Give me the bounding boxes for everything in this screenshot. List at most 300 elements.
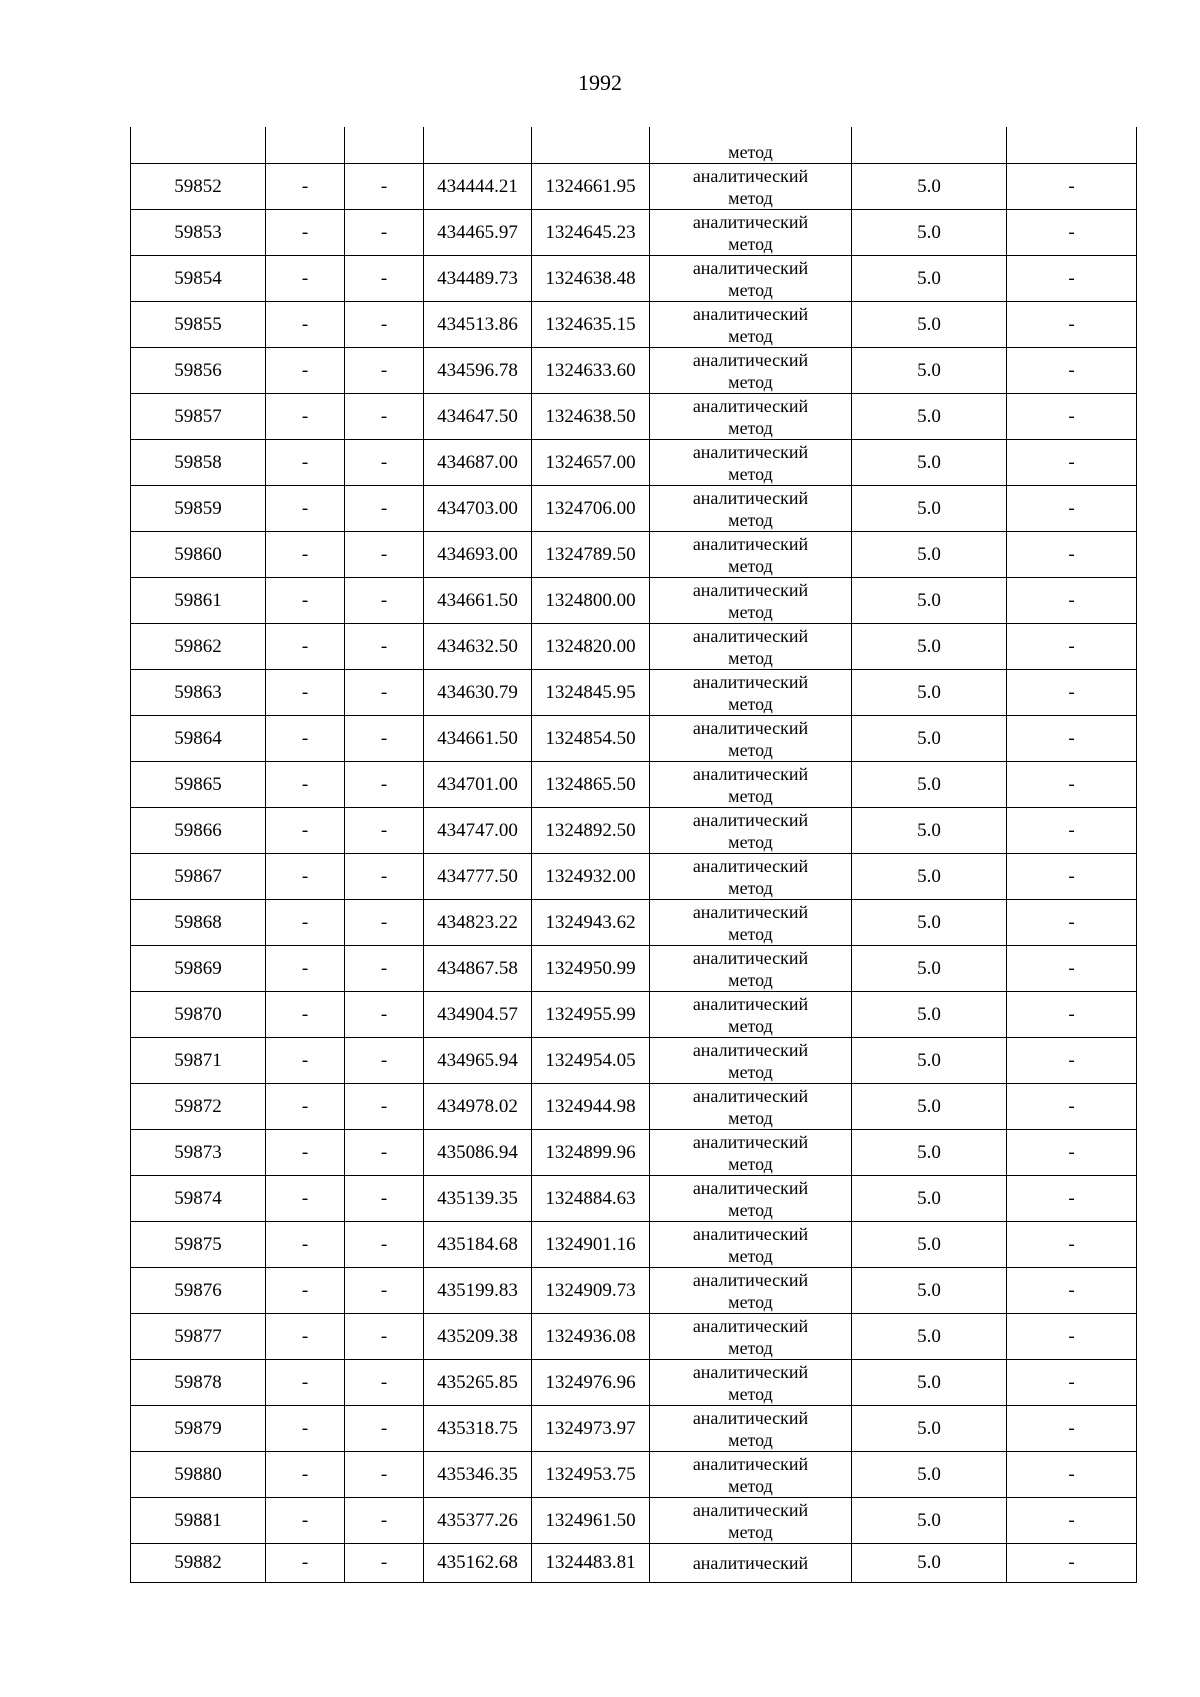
y-coordinate-cell: 1324953.75 bbox=[532, 1452, 650, 1498]
x-coordinate-cell: 434661.50 bbox=[424, 578, 532, 624]
accuracy-cell: 5.0 bbox=[852, 1176, 1007, 1222]
table-row bbox=[131, 1176, 1137, 1222]
table-row bbox=[131, 1268, 1137, 1314]
dash-cell: - bbox=[1007, 1544, 1137, 1583]
point-number-cell: 59882 bbox=[131, 1544, 266, 1583]
dash-cell: - bbox=[266, 1038, 345, 1084]
method-line: метод bbox=[728, 1429, 773, 1450]
table-row bbox=[131, 532, 1137, 578]
dash-cell: - bbox=[266, 164, 345, 210]
method-cell bbox=[650, 1268, 852, 1314]
dash-cell: - bbox=[1007, 854, 1137, 900]
method-line: аналитический bbox=[692, 717, 809, 738]
accuracy-cell: 5.0 bbox=[852, 348, 1007, 394]
point-number-cell: 59858 bbox=[131, 440, 266, 486]
dash-cell: - bbox=[1007, 440, 1137, 486]
x-coordinate-cell: 435184.68 bbox=[424, 1222, 532, 1268]
method-line: метод bbox=[728, 463, 773, 484]
x-coordinate-cell: 435199.83 bbox=[424, 1268, 532, 1314]
method-line: аналитический bbox=[692, 211, 809, 232]
method-line: метод bbox=[728, 1245, 773, 1266]
accuracy-cell: 5.0 bbox=[852, 992, 1007, 1038]
accuracy-cell: 5.0 bbox=[852, 1222, 1007, 1268]
dash-cell: - bbox=[266, 1176, 345, 1222]
y-coordinate-cell: 1324899.96 bbox=[532, 1130, 650, 1176]
method-cell bbox=[650, 854, 852, 900]
accuracy-cell: 5.0 bbox=[852, 1084, 1007, 1130]
point-number-cell: 59868 bbox=[131, 900, 266, 946]
method-cell bbox=[650, 440, 852, 486]
x-coordinate-cell: 435139.35 bbox=[424, 1176, 532, 1222]
table-row bbox=[131, 1360, 1137, 1406]
method-cell bbox=[650, 716, 852, 762]
x-coordinate-cell: 434444.21 bbox=[424, 164, 532, 210]
method-line: метод bbox=[728, 1475, 773, 1496]
method-line: метод bbox=[728, 739, 773, 760]
accuracy-cell: 5.0 bbox=[852, 578, 1007, 624]
table-row bbox=[131, 486, 1137, 532]
accuracy-cell: 5.0 bbox=[852, 210, 1007, 256]
accuracy-cell: 5.0 bbox=[852, 1314, 1007, 1360]
dash-cell: - bbox=[266, 1130, 345, 1176]
method-cell bbox=[650, 256, 852, 302]
table-row bbox=[131, 946, 1137, 992]
dash-cell: - bbox=[1007, 900, 1137, 946]
accuracy-cell: 5.0 bbox=[852, 164, 1007, 210]
x-coordinate-cell: 434701.00 bbox=[424, 762, 532, 808]
dash-cell: - bbox=[345, 854, 424, 900]
method-line: метод bbox=[728, 923, 773, 944]
table-row bbox=[131, 256, 1137, 302]
dash-cell: - bbox=[1007, 164, 1137, 210]
dash-cell: - bbox=[266, 1268, 345, 1314]
y-coordinate-cell: 1324932.00 bbox=[532, 854, 650, 900]
dash-cell: - bbox=[345, 256, 424, 302]
point-number-cell: 59865 bbox=[131, 762, 266, 808]
method-cell bbox=[650, 1498, 852, 1544]
dash-cell: - bbox=[266, 1314, 345, 1360]
method-line: метод bbox=[728, 647, 773, 668]
point-number-cell: 59874 bbox=[131, 1176, 266, 1222]
x-coordinate-cell: 434513.86 bbox=[424, 302, 532, 348]
point-number-cell: 59881 bbox=[131, 1498, 266, 1544]
dash-cell: - bbox=[345, 440, 424, 486]
method-line: аналитический bbox=[692, 1177, 809, 1198]
method-line: аналитический bbox=[692, 579, 809, 600]
point-number-cell: 59875 bbox=[131, 1222, 266, 1268]
continuation-row bbox=[131, 127, 1137, 164]
table-row bbox=[131, 992, 1137, 1038]
table-row bbox=[131, 164, 1137, 210]
point-number-cell: 59876 bbox=[131, 1268, 266, 1314]
dash-cell: - bbox=[266, 1084, 345, 1130]
method-line: метод bbox=[728, 1337, 773, 1358]
method-line: аналитический bbox=[692, 993, 809, 1014]
dash-cell: - bbox=[1007, 210, 1137, 256]
method-cell bbox=[650, 1406, 852, 1452]
dash-cell: - bbox=[266, 1406, 345, 1452]
dash-cell: - bbox=[345, 1176, 424, 1222]
dash-cell: - bbox=[345, 394, 424, 440]
table-row bbox=[131, 624, 1137, 670]
accuracy-cell: 5.0 bbox=[852, 486, 1007, 532]
method-line: метод bbox=[728, 1061, 773, 1082]
x-coordinate-cell: 435346.35 bbox=[424, 1452, 532, 1498]
y-coordinate-cell: 1324800.00 bbox=[532, 578, 650, 624]
accuracy-cell: 5.0 bbox=[852, 716, 1007, 762]
x-coordinate-cell: 435162.68 bbox=[424, 1544, 532, 1583]
method-cell bbox=[650, 946, 852, 992]
method-line: аналитический bbox=[692, 1315, 809, 1336]
point-number-cell: 59854 bbox=[131, 256, 266, 302]
method-cell bbox=[650, 1360, 852, 1406]
method-line: аналитический bbox=[692, 763, 809, 784]
table-row bbox=[131, 394, 1137, 440]
method-cell: метод bbox=[650, 127, 852, 164]
dash-cell: - bbox=[266, 1452, 345, 1498]
x-coordinate-cell: 434596.78 bbox=[424, 348, 532, 394]
x-coordinate-cell: 434489.73 bbox=[424, 256, 532, 302]
dash-cell: - bbox=[345, 578, 424, 624]
table-row bbox=[131, 1406, 1137, 1452]
dash-cell: - bbox=[1007, 1314, 1137, 1360]
point-number-cell: 59859 bbox=[131, 486, 266, 532]
x-coordinate-cell: 435318.75 bbox=[424, 1406, 532, 1452]
table-row bbox=[131, 440, 1137, 486]
x-coordinate-cell: 434777.50 bbox=[424, 854, 532, 900]
point-number-cell: 59869 bbox=[131, 946, 266, 992]
dash-cell: - bbox=[1007, 716, 1137, 762]
method-line: аналитический bbox=[692, 441, 809, 462]
y-coordinate-cell: 1324638.50 bbox=[532, 394, 650, 440]
method-cell bbox=[650, 1176, 852, 1222]
dash-cell: - bbox=[345, 302, 424, 348]
dash-cell: - bbox=[1007, 1452, 1137, 1498]
dash-cell: - bbox=[266, 808, 345, 854]
point-number-cell: 59863 bbox=[131, 670, 266, 716]
dash-cell: - bbox=[266, 1360, 345, 1406]
dash-cell: - bbox=[345, 670, 424, 716]
method-cell bbox=[650, 992, 852, 1038]
dash-cell: - bbox=[345, 900, 424, 946]
dash-cell: - bbox=[345, 808, 424, 854]
dash-cell: - bbox=[1007, 1130, 1137, 1176]
dash-cell: - bbox=[1007, 1268, 1137, 1314]
dash-cell: - bbox=[266, 440, 345, 486]
point-number-cell: 59852 bbox=[131, 164, 266, 210]
dash-cell: - bbox=[345, 164, 424, 210]
point-number-cell: 59853 bbox=[131, 210, 266, 256]
method-line: метод bbox=[728, 1383, 773, 1404]
accuracy-cell: 5.0 bbox=[852, 1498, 1007, 1544]
method-line: аналитический bbox=[692, 809, 809, 830]
point-number-cell: 59864 bbox=[131, 716, 266, 762]
method-cell: аналитический bbox=[650, 1544, 852, 1583]
dash-cell: - bbox=[345, 1084, 424, 1130]
method-line: аналитический bbox=[692, 1223, 809, 1244]
dash-cell: - bbox=[1007, 532, 1137, 578]
method-line: аналитический bbox=[692, 901, 809, 922]
accuracy-cell: 5.0 bbox=[852, 1544, 1007, 1583]
accuracy-cell: 5.0 bbox=[852, 808, 1007, 854]
dash-cell: - bbox=[1007, 624, 1137, 670]
dash-cell: - bbox=[266, 624, 345, 670]
accuracy-cell: 5.0 bbox=[852, 624, 1007, 670]
dash-cell: - bbox=[345, 210, 424, 256]
accuracy-cell: 5.0 bbox=[852, 302, 1007, 348]
y-coordinate-cell: 1324954.05 bbox=[532, 1038, 650, 1084]
method-cell bbox=[650, 624, 852, 670]
method-line: аналитический bbox=[692, 303, 809, 324]
dash-cell: - bbox=[1007, 808, 1137, 854]
table-row bbox=[131, 1038, 1137, 1084]
method-cell bbox=[650, 486, 852, 532]
method-line: метод bbox=[728, 785, 773, 806]
method-line: аналитический bbox=[692, 349, 809, 370]
table-row bbox=[131, 854, 1137, 900]
dash-cell: - bbox=[345, 1314, 424, 1360]
method-line: аналитический bbox=[692, 1453, 809, 1474]
method-line: аналитический bbox=[692, 625, 809, 646]
y-coordinate-cell: 1324976.96 bbox=[532, 1360, 650, 1406]
method-line: метод bbox=[728, 417, 773, 438]
x-coordinate-cell: 434823.22 bbox=[424, 900, 532, 946]
method-line: аналитический bbox=[692, 1407, 809, 1428]
y-coordinate-cell: 1324865.50 bbox=[532, 762, 650, 808]
y-coordinate-cell: 1324645.23 bbox=[532, 210, 650, 256]
method-cell bbox=[650, 808, 852, 854]
y-coordinate-cell: 1324892.50 bbox=[532, 808, 650, 854]
dash-cell: - bbox=[1007, 578, 1137, 624]
dash-cell: - bbox=[266, 394, 345, 440]
method-cell bbox=[650, 762, 852, 808]
table-row bbox=[131, 900, 1137, 946]
point-number-cell: 59870 bbox=[131, 992, 266, 1038]
point-number-cell: 59880 bbox=[131, 1452, 266, 1498]
dash-cell: - bbox=[1007, 1222, 1137, 1268]
x-coordinate-cell: 435265.85 bbox=[424, 1360, 532, 1406]
method-line: аналитический bbox=[692, 257, 809, 278]
method-line: аналитический bbox=[692, 533, 809, 554]
dash-cell: - bbox=[266, 900, 345, 946]
method-line: метод bbox=[728, 693, 773, 714]
method-cell bbox=[650, 1084, 852, 1130]
y-coordinate-cell: 1324936.08 bbox=[532, 1314, 650, 1360]
accuracy-cell: 5.0 bbox=[852, 1406, 1007, 1452]
x-coordinate-cell: 434687.00 bbox=[424, 440, 532, 486]
dash-cell: - bbox=[266, 210, 345, 256]
x-coordinate-cell: 435377.26 bbox=[424, 1498, 532, 1544]
dash-cell: - bbox=[266, 1222, 345, 1268]
method-line: метод bbox=[728, 187, 773, 208]
point-number-cell: 59877 bbox=[131, 1314, 266, 1360]
dash-cell: - bbox=[345, 992, 424, 1038]
method-line: аналитический bbox=[692, 1039, 809, 1060]
table-row bbox=[131, 808, 1137, 854]
method-line: аналитический bbox=[692, 487, 809, 508]
table-row bbox=[131, 348, 1137, 394]
dash-cell: - bbox=[266, 946, 345, 992]
x-coordinate-cell: 435209.38 bbox=[424, 1314, 532, 1360]
method-line: аналитический bbox=[692, 1361, 809, 1382]
dash-cell: - bbox=[1007, 670, 1137, 716]
table-row bbox=[131, 670, 1137, 716]
table-row bbox=[131, 578, 1137, 624]
dash-cell: - bbox=[1007, 486, 1137, 532]
method-cell bbox=[650, 348, 852, 394]
dash-cell: - bbox=[266, 762, 345, 808]
table-row bbox=[131, 1498, 1137, 1544]
table-row bbox=[131, 1452, 1137, 1498]
dash-cell: - bbox=[1007, 1360, 1137, 1406]
x-coordinate-cell: 434747.00 bbox=[424, 808, 532, 854]
accuracy-cell: 5.0 bbox=[852, 1452, 1007, 1498]
dash-cell: - bbox=[266, 992, 345, 1038]
point-number-cell: 59871 bbox=[131, 1038, 266, 1084]
dash-cell: - bbox=[1007, 256, 1137, 302]
table-row bbox=[131, 716, 1137, 762]
dash-cell: - bbox=[345, 1360, 424, 1406]
table-row bbox=[131, 1222, 1137, 1268]
y-coordinate-cell: 1324973.97 bbox=[532, 1406, 650, 1452]
y-coordinate-cell: 1324638.48 bbox=[532, 256, 650, 302]
method-line: метод bbox=[728, 233, 773, 254]
y-coordinate-cell: 1324706.00 bbox=[532, 486, 650, 532]
method-line: аналитический bbox=[692, 855, 809, 876]
method-line: метод bbox=[728, 601, 773, 622]
table-row bbox=[131, 210, 1137, 256]
point-number-cell: 59872 bbox=[131, 1084, 266, 1130]
dash-cell: - bbox=[1007, 1498, 1137, 1544]
dash-cell: - bbox=[1007, 762, 1137, 808]
accuracy-cell: 5.0 bbox=[852, 1130, 1007, 1176]
accuracy-cell: 5.0 bbox=[852, 1038, 1007, 1084]
method-cell bbox=[650, 578, 852, 624]
dash-cell: - bbox=[345, 1130, 424, 1176]
x-coordinate-cell: 434632.50 bbox=[424, 624, 532, 670]
y-coordinate-cell: 1324820.00 bbox=[532, 624, 650, 670]
y-coordinate-cell: 1324854.50 bbox=[532, 716, 650, 762]
dash-cell: - bbox=[1007, 348, 1137, 394]
accuracy-cell: 5.0 bbox=[852, 946, 1007, 992]
dash-cell: - bbox=[266, 486, 345, 532]
method-cell bbox=[650, 670, 852, 716]
table-row bbox=[131, 1544, 1137, 1583]
point-number-cell: 59856 bbox=[131, 348, 266, 394]
table-row bbox=[131, 1084, 1137, 1130]
point-number-cell: 59855 bbox=[131, 302, 266, 348]
y-coordinate-cell: 1324961.50 bbox=[532, 1498, 650, 1544]
point-number-cell: 59866 bbox=[131, 808, 266, 854]
method-line: аналитический bbox=[692, 1499, 809, 1520]
dash-cell: - bbox=[1007, 992, 1137, 1038]
dash-cell: - bbox=[345, 1498, 424, 1544]
method-cell bbox=[650, 394, 852, 440]
accuracy-cell: 5.0 bbox=[852, 394, 1007, 440]
dash-cell: - bbox=[266, 1544, 345, 1583]
dash-cell: - bbox=[345, 1038, 424, 1084]
table-row bbox=[131, 762, 1137, 808]
coordinates-table bbox=[130, 127, 1137, 1583]
point-number-cell: 59860 bbox=[131, 532, 266, 578]
method-cell bbox=[650, 210, 852, 256]
method-line: метод bbox=[728, 831, 773, 852]
x-coordinate-cell: 435086.94 bbox=[424, 1130, 532, 1176]
dash-cell: - bbox=[345, 1222, 424, 1268]
method-cell bbox=[650, 1222, 852, 1268]
method-line: метод bbox=[728, 1199, 773, 1220]
dash-cell: - bbox=[266, 578, 345, 624]
dash-cell: - bbox=[345, 624, 424, 670]
table-row bbox=[131, 1130, 1137, 1176]
dash-cell: - bbox=[266, 256, 345, 302]
dash-cell: - bbox=[345, 1544, 424, 1583]
dash-cell: - bbox=[345, 348, 424, 394]
dash-cell: - bbox=[345, 486, 424, 532]
y-coordinate-cell: 1324884.63 bbox=[532, 1176, 650, 1222]
point-number-cell: 59878 bbox=[131, 1360, 266, 1406]
method-cell bbox=[650, 1452, 852, 1498]
x-coordinate-cell: 434693.00 bbox=[424, 532, 532, 578]
dash-cell: - bbox=[266, 348, 345, 394]
dash-cell: - bbox=[266, 670, 345, 716]
method-line: аналитический bbox=[692, 395, 809, 416]
method-line: метод bbox=[728, 371, 773, 392]
y-coordinate-cell: 1324845.95 bbox=[532, 670, 650, 716]
dash-cell: - bbox=[1007, 1084, 1137, 1130]
x-coordinate-cell: 434867.58 bbox=[424, 946, 532, 992]
y-coordinate-cell: 1324483.81 bbox=[532, 1544, 650, 1583]
accuracy-cell: 5.0 bbox=[852, 1268, 1007, 1314]
y-coordinate-cell: 1324950.99 bbox=[532, 946, 650, 992]
x-coordinate-cell: 434703.00 bbox=[424, 486, 532, 532]
dash-cell: - bbox=[1007, 1406, 1137, 1452]
accuracy-cell: 5.0 bbox=[852, 900, 1007, 946]
method-cell bbox=[650, 532, 852, 578]
point-number-cell: 59867 bbox=[131, 854, 266, 900]
method-line: аналитический bbox=[692, 1269, 809, 1290]
dash-cell: - bbox=[266, 302, 345, 348]
method-cell bbox=[650, 164, 852, 210]
dash-cell: - bbox=[266, 532, 345, 578]
point-number-cell: 59862 bbox=[131, 624, 266, 670]
y-coordinate-cell: 1324901.16 bbox=[532, 1222, 650, 1268]
table-row bbox=[131, 302, 1137, 348]
method-cell bbox=[650, 1314, 852, 1360]
page-number: 1992 bbox=[578, 70, 622, 95]
accuracy-cell: 5.0 bbox=[852, 854, 1007, 900]
point-number-cell: 59879 bbox=[131, 1406, 266, 1452]
y-coordinate-cell: 1324789.50 bbox=[532, 532, 650, 578]
method-line: аналитический bbox=[692, 1131, 809, 1152]
method-cell bbox=[650, 302, 852, 348]
method-line: аналитический bbox=[692, 947, 809, 968]
y-coordinate-cell: 1324633.60 bbox=[532, 348, 650, 394]
point-number-cell: 59857 bbox=[131, 394, 266, 440]
dash-cell: - bbox=[345, 532, 424, 578]
table-row bbox=[131, 1314, 1137, 1360]
method-line: метод bbox=[728, 279, 773, 300]
dash-cell: - bbox=[345, 762, 424, 808]
method-line: метод bbox=[728, 1521, 773, 1542]
dash-cell: - bbox=[345, 1268, 424, 1314]
dash-cell: - bbox=[345, 946, 424, 992]
method-line: метод bbox=[728, 969, 773, 990]
dash-cell: - bbox=[266, 1498, 345, 1544]
point-number-cell: 59873 bbox=[131, 1130, 266, 1176]
x-coordinate-cell: 434965.94 bbox=[424, 1038, 532, 1084]
method-line: метод bbox=[728, 1291, 773, 1312]
